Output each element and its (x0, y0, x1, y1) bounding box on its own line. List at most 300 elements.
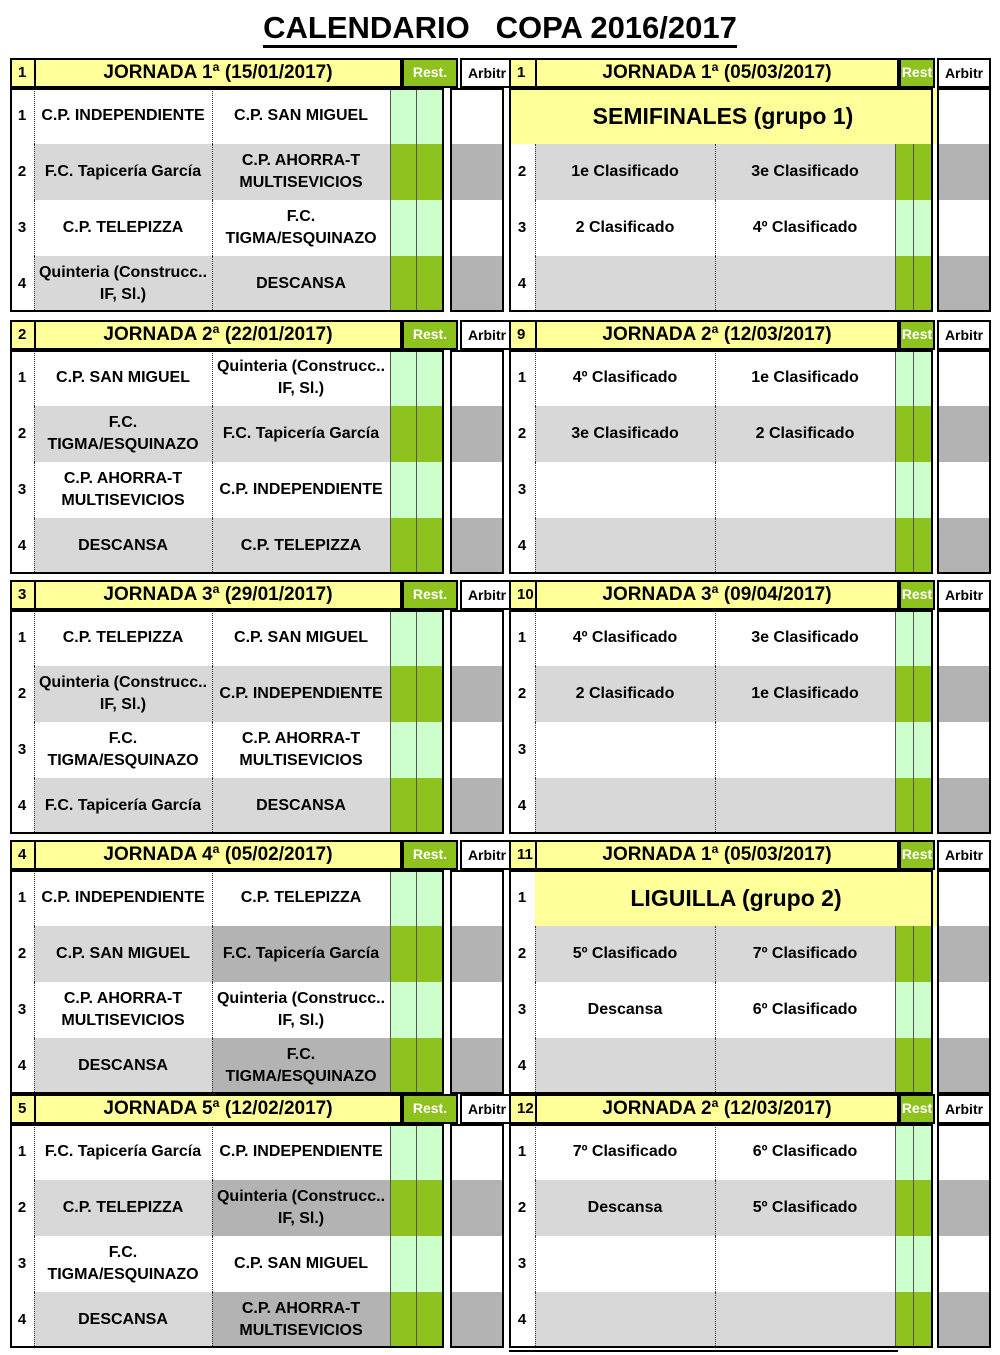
home-team: C.P. SAN MIGUEL (56, 369, 190, 386)
arbitro-cell[interactable] (937, 406, 991, 462)
table-row (509, 256, 933, 312)
left-jornada-block (10, 320, 506, 576)
home-team: Descansa (535, 1180, 715, 1236)
jornada-title: JORNADA 2ª (22/01/2017) (34, 320, 402, 350)
cell-divider (212, 926, 213, 982)
away-team: F.C. TIGMA/ESQUINAZO (212, 1038, 390, 1094)
arbitro-cell[interactable] (450, 610, 504, 666)
arbitro-column-header: Arbitr (937, 58, 991, 88)
cell-divider (212, 518, 213, 574)
cell-divider (535, 666, 536, 722)
result-away-cell[interactable] (913, 200, 933, 256)
cell-divider (913, 1038, 914, 1094)
arbitro-cell[interactable] (450, 462, 504, 518)
cell-divider (715, 610, 716, 666)
home-team: Quinteria (Construcc.. IF, Sl.) (34, 666, 212, 722)
away-team: C.P. SAN MIGUEL (234, 629, 368, 646)
table-row (509, 982, 933, 1038)
cell-divider (895, 666, 896, 722)
cell-divider (535, 256, 536, 312)
table-row (509, 1180, 933, 1236)
away-team: 3e Clasificado (751, 629, 859, 646)
result-home-cell[interactable] (390, 350, 416, 406)
cell-divider (913, 982, 914, 1038)
result-away-cell[interactable] (913, 1124, 933, 1180)
cell-divider (913, 462, 914, 518)
result-home-cell[interactable] (390, 870, 416, 926)
arbitro-cell[interactable] (450, 926, 504, 982)
away-team (715, 778, 895, 834)
arbitro-cell[interactable] (937, 350, 991, 406)
result-away-cell[interactable] (416, 722, 444, 778)
arbitro-cell[interactable] (450, 1236, 504, 1292)
arbitro-column-header: Arbitr (460, 58, 514, 88)
cell-divider (913, 144, 914, 200)
arbitro-cell[interactable] (450, 406, 504, 462)
cell-divider (913, 722, 914, 778)
match-number: 4 (517, 537, 527, 554)
right-jornada-block (509, 320, 992, 576)
match-number: 2 (17, 1199, 27, 1216)
table-row (10, 982, 444, 1038)
home-team: 2 Clasificado (575, 219, 675, 236)
result-home-cell[interactable] (390, 200, 416, 256)
match-table (10, 350, 444, 574)
home-team: DESCANSA (34, 518, 212, 574)
result-home-cell[interactable] (895, 350, 913, 406)
match-table (10, 88, 444, 312)
arbitro-cell[interactable] (450, 1180, 504, 1236)
jornada-number: 1 (509, 58, 539, 88)
result-away-cell[interactable] (416, 778, 444, 834)
match-number: 2 (517, 1199, 527, 1216)
away-team: 6º Clasificado (752, 1001, 858, 1018)
arbitro-cell[interactable] (450, 778, 504, 834)
arbitro-cell[interactable] (937, 1124, 991, 1180)
jornada-title: JORNADA 2ª (12/03/2017) (535, 320, 899, 350)
cell-divider (895, 926, 896, 982)
cell-divider (34, 406, 35, 462)
jornada-title: JORNADA 1ª (05/03/2017) (535, 840, 899, 870)
match-number: 2 (17, 685, 27, 702)
result-away-cell[interactable] (913, 406, 933, 462)
result-home-cell[interactable] (895, 462, 913, 518)
result-away-cell[interactable] (913, 926, 933, 982)
cell-divider (535, 144, 536, 200)
arbitro-cell[interactable] (937, 518, 991, 574)
cell-divider (34, 518, 35, 574)
result-home-cell[interactable] (390, 778, 416, 834)
result-away-cell[interactable] (913, 462, 933, 518)
result-home-cell[interactable] (895, 1236, 913, 1292)
cell-divider (390, 88, 391, 144)
cell-divider (535, 1236, 536, 1292)
result-home-cell[interactable] (895, 1038, 913, 1094)
table-row (509, 722, 933, 778)
table-row (509, 200, 933, 256)
result-away-cell[interactable] (416, 666, 444, 722)
home-team: F.C. Tapicería García (34, 144, 212, 200)
result-home-cell[interactable] (390, 518, 416, 574)
result-away-cell[interactable] (913, 518, 933, 574)
away-team: 2 Clasificado (715, 406, 895, 462)
result-away-cell[interactable] (913, 1236, 933, 1292)
cell-divider (34, 1236, 35, 1292)
table-row (509, 1236, 933, 1292)
home-team: C.P. TELEPIZZA (34, 1180, 212, 1236)
result-home-cell[interactable] (390, 926, 416, 982)
table-row (10, 666, 444, 722)
result-away-cell[interactable] (416, 610, 444, 666)
result-home-cell[interactable] (390, 1180, 416, 1236)
cell-divider (416, 88, 417, 144)
match-number: 3 (517, 1001, 527, 1018)
arbitro-cell[interactable] (450, 88, 504, 144)
cell-divider (212, 1180, 213, 1236)
result-away-cell[interactable] (416, 350, 444, 406)
cell-divider (212, 350, 213, 406)
away-team: F.C. Tapicería García (212, 926, 390, 982)
cell-divider (715, 256, 716, 312)
result-away-cell[interactable] (416, 926, 444, 982)
cell-divider (212, 1038, 213, 1094)
match-table (509, 1124, 933, 1348)
match-number: 4 (517, 1057, 527, 1074)
away-team: Quinteria (Construcc.. IF, Sl.) (212, 1180, 390, 1236)
cell-divider (416, 870, 417, 926)
cell-divider (34, 1124, 35, 1180)
cell-divider (212, 778, 213, 834)
cell-divider (913, 406, 914, 462)
away-team: DESCANSA (212, 778, 390, 834)
result-home-cell[interactable] (390, 462, 416, 518)
cell-divider (715, 1124, 716, 1180)
home-team (535, 1236, 715, 1292)
arbitro-cell[interactable] (450, 256, 504, 312)
cell-divider (416, 666, 417, 722)
cell-divider (895, 722, 896, 778)
result-away-cell[interactable] (416, 462, 444, 518)
match-number: 4 (17, 797, 27, 814)
match-number: 1 (517, 889, 527, 906)
home-team (535, 722, 715, 778)
match-number: 2 (17, 163, 27, 180)
match-table (509, 610, 933, 834)
result-home-cell[interactable] (390, 610, 416, 666)
result-away-cell[interactable] (416, 982, 444, 1038)
arbitro-cell[interactable] (937, 778, 991, 834)
cell-divider (715, 1038, 716, 1094)
home-team (535, 462, 715, 518)
arbitro-cell[interactable] (937, 666, 991, 722)
bottom-rule (509, 1350, 898, 1352)
arbitro-cell[interactable] (450, 1038, 504, 1094)
result-away-cell[interactable] (913, 144, 933, 200)
jornada-number: 3 (10, 580, 38, 610)
result-home-cell[interactable] (390, 144, 416, 200)
cell-divider (715, 722, 716, 778)
cell-divider (390, 1124, 391, 1180)
rest-column-header: Rest (899, 58, 935, 88)
cell-divider (390, 350, 391, 406)
result-away-cell[interactable] (416, 1292, 444, 1348)
arbitro-cell[interactable] (937, 256, 991, 312)
result-away-cell[interactable] (913, 666, 933, 722)
table-row (10, 462, 444, 518)
cell-divider (416, 256, 417, 312)
table-row (509, 88, 933, 144)
home-team: C.P. AHORRA-T MULTISEVICIOS (61, 470, 185, 509)
page-title: CALENDARIO COPA 2016/2017 (0, 8, 1000, 48)
cell-divider (390, 778, 391, 834)
cell-divider (390, 200, 391, 256)
result-home-cell[interactable] (895, 200, 913, 256)
result-home-cell[interactable] (895, 256, 913, 312)
cell-divider (34, 982, 35, 1038)
match-table (10, 610, 444, 834)
match-number: 3 (517, 1255, 527, 1272)
result-home-cell[interactable] (390, 256, 416, 312)
cell-divider (212, 406, 213, 462)
table-row (509, 926, 933, 982)
cell-divider (895, 1292, 896, 1348)
cell-divider (390, 982, 391, 1038)
away-team: C.P. AHORRA-T MULTISEVICIOS (239, 730, 363, 769)
jornada-number: 11 (509, 840, 539, 870)
arbitro-cell[interactable] (450, 666, 504, 722)
result-away-cell[interactable] (913, 982, 933, 1038)
home-team: 4º Clasificado (572, 629, 678, 646)
cell-divider (895, 350, 896, 406)
table-row (10, 610, 444, 666)
table-row (509, 1292, 933, 1348)
cell-divider (390, 1180, 391, 1236)
left-jornada-block (10, 580, 506, 836)
arbitro-cell[interactable] (450, 722, 504, 778)
table-row (10, 870, 444, 926)
cell-divider (913, 926, 914, 982)
home-team: DESCANSA (34, 1292, 212, 1348)
arbitro-cell[interactable] (450, 1124, 504, 1180)
result-away-cell[interactable] (416, 406, 444, 462)
cell-divider (895, 518, 896, 574)
cell-divider (390, 666, 391, 722)
cell-divider (416, 518, 417, 574)
home-team: 3e Clasificado (535, 406, 715, 462)
result-home-cell[interactable] (390, 88, 416, 144)
result-away-cell[interactable] (416, 518, 444, 574)
arbitro-cell[interactable] (450, 200, 504, 256)
arbitro-cell[interactable] (937, 1180, 991, 1236)
away-team: C.P. TELEPIZZA (240, 889, 362, 906)
cell-divider (715, 666, 716, 722)
arbitro-cell[interactable] (450, 1292, 504, 1348)
arbitro-cell[interactable] (937, 926, 991, 982)
arbitro-cell[interactable] (937, 1292, 991, 1348)
jornada-header (509, 320, 992, 348)
cell-divider (34, 1292, 35, 1348)
home-team: F.C. TIGMA/ESQUINAZO (34, 406, 212, 462)
cell-divider (416, 144, 417, 200)
cell-divider (212, 144, 213, 200)
table-row (10, 88, 444, 144)
match-table (509, 88, 933, 312)
result-away-cell[interactable] (416, 200, 444, 256)
cell-divider (895, 406, 896, 462)
result-away-cell[interactable] (913, 1292, 933, 1348)
result-home-cell[interactable] (390, 1292, 416, 1348)
table-row (509, 350, 933, 406)
cell-divider (390, 1236, 391, 1292)
away-team (715, 518, 895, 574)
arbitro-cell[interactable] (937, 870, 991, 926)
rest-column-header: Rest (899, 1094, 935, 1124)
result-away-cell[interactable] (913, 1038, 933, 1094)
cell-divider (34, 870, 35, 926)
result-away-cell[interactable] (913, 778, 933, 834)
result-home-cell[interactable] (895, 144, 913, 200)
result-home-cell[interactable] (895, 778, 913, 834)
cell-divider (416, 926, 417, 982)
away-team (715, 256, 895, 312)
result-home-cell[interactable] (390, 406, 416, 462)
match-table (10, 1124, 444, 1348)
arbitro-cell[interactable] (450, 870, 504, 926)
result-home-cell[interactable] (895, 1124, 913, 1180)
arbitro-cell[interactable] (937, 1236, 991, 1292)
home-team: F.C. Tapicería García (34, 778, 212, 834)
result-home-cell[interactable] (895, 406, 913, 462)
cell-divider (416, 1236, 417, 1292)
rest-column-header: Rest. (402, 1094, 458, 1124)
cell-divider (212, 982, 213, 1038)
home-team (535, 518, 715, 574)
table-row (509, 870, 933, 926)
cell-divider (895, 144, 896, 200)
match-number: 4 (17, 1311, 27, 1328)
match-number: 4 (517, 1311, 527, 1328)
cell-divider (913, 778, 914, 834)
away-team (715, 1236, 895, 1292)
result-home-cell[interactable] (895, 666, 913, 722)
arbitro-cell[interactable] (937, 144, 991, 200)
result-away-cell[interactable] (913, 722, 933, 778)
result-home-cell[interactable] (895, 1180, 913, 1236)
result-home-cell[interactable] (390, 1124, 416, 1180)
home-team (535, 778, 715, 834)
match-table (509, 870, 933, 1094)
arbitro-cell[interactable] (937, 1038, 991, 1094)
cell-divider (535, 722, 536, 778)
home-team: 7º Clasificado (572, 1143, 678, 1160)
result-home-cell[interactable] (390, 666, 416, 722)
arbitro-cell[interactable] (937, 982, 991, 1038)
table-row (10, 778, 444, 834)
arbitro-cell[interactable] (450, 350, 504, 406)
result-home-cell[interactable] (390, 1038, 416, 1094)
result-home-cell[interactable] (895, 982, 913, 1038)
cell-divider (212, 722, 213, 778)
cell-divider (913, 666, 914, 722)
match-number: 1 (517, 1143, 527, 1160)
result-away-cell[interactable] (913, 256, 933, 312)
arbitro-cell[interactable] (450, 144, 504, 200)
phase-title: LIGUILLA (grupo 2) (535, 870, 937, 926)
jornada-header (10, 580, 506, 608)
match-number: 2 (517, 685, 527, 702)
result-home-cell[interactable] (895, 518, 913, 574)
cell-divider (34, 256, 35, 312)
table-row (509, 1124, 933, 1180)
match-number: 2 (517, 425, 527, 442)
arbitro-cell[interactable] (937, 722, 991, 778)
rest-column-header: Rest. (402, 580, 458, 610)
result-away-cell[interactable] (913, 350, 933, 406)
jornada-title: JORNADA 2ª (12/03/2017) (535, 1094, 899, 1124)
arbitro-cell[interactable] (937, 462, 991, 518)
cell-divider (34, 778, 35, 834)
arbitro-cell[interactable] (937, 610, 991, 666)
result-away-cell[interactable] (913, 1180, 933, 1236)
result-home-cell[interactable] (895, 1292, 913, 1348)
result-away-cell[interactable] (416, 88, 444, 144)
result-away-cell[interactable] (913, 610, 933, 666)
cell-divider (212, 200, 213, 256)
cell-divider (34, 926, 35, 982)
cell-divider (895, 610, 896, 666)
away-team (715, 1038, 895, 1094)
jornada-number: 12 (509, 1094, 539, 1124)
left-jornada-block (10, 1094, 506, 1350)
table-row (509, 666, 933, 722)
result-home-cell[interactable] (895, 722, 913, 778)
away-team: C.P. INDEPENDIENTE (212, 666, 390, 722)
cell-divider (416, 610, 417, 666)
arbitro-cell[interactable] (937, 200, 991, 256)
cell-divider (390, 870, 391, 926)
result-home-cell[interactable] (895, 610, 913, 666)
home-team: 5º Clasificado (535, 926, 715, 982)
match-number: 2 (17, 945, 27, 962)
arbitro-column-header: Arbitr (937, 1094, 991, 1124)
match-number: 2 (517, 163, 527, 180)
result-away-cell[interactable] (416, 144, 444, 200)
away-team: 4º Clasificado (752, 219, 858, 236)
result-home-cell[interactable] (390, 722, 416, 778)
match-number: 4 (517, 797, 527, 814)
match-number: 2 (517, 945, 527, 962)
arbitro-cell[interactable] (937, 88, 991, 144)
jornada-number: 2 (10, 320, 38, 350)
result-away-cell[interactable] (416, 1180, 444, 1236)
result-away-cell[interactable] (416, 1236, 444, 1292)
result-away-cell[interactable] (416, 1038, 444, 1094)
cell-divider (715, 518, 716, 574)
cell-divider (715, 462, 716, 518)
result-home-cell[interactable] (895, 926, 913, 982)
result-away-cell[interactable] (416, 256, 444, 312)
cell-divider (895, 1038, 896, 1094)
away-team: Quinteria (Construcc.. IF, Sl.) (216, 358, 386, 397)
result-away-cell[interactable] (416, 1124, 444, 1180)
result-home-cell[interactable] (390, 1236, 416, 1292)
arbitro-cell[interactable] (450, 518, 504, 574)
arbitro-cell[interactable] (450, 982, 504, 1038)
result-home-cell[interactable] (390, 982, 416, 1038)
table-row (509, 144, 933, 200)
result-away-cell[interactable] (416, 870, 444, 926)
table-row (10, 1038, 444, 1094)
